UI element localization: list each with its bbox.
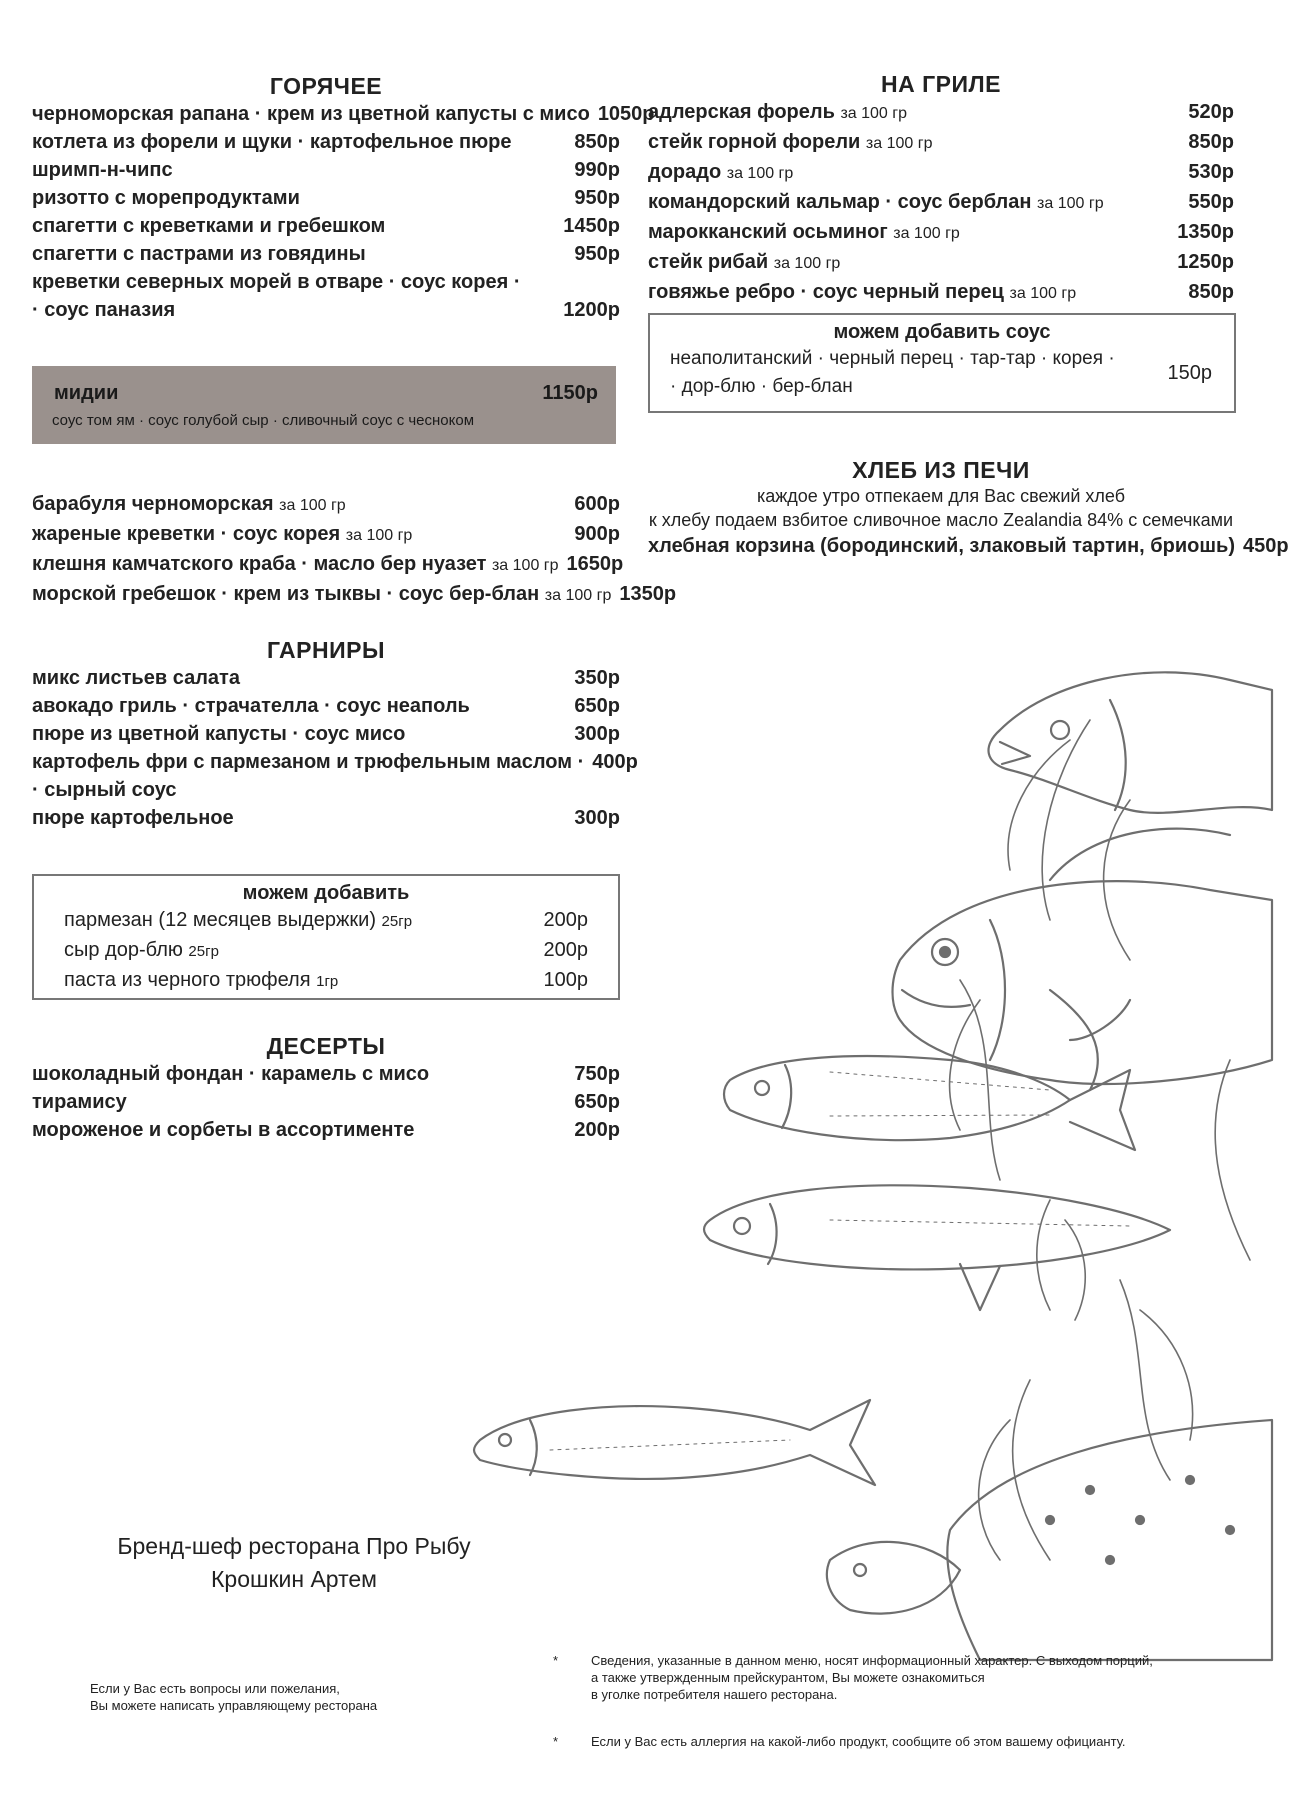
footer-contact-line2: Вы можете написать управляющему ресторана bbox=[90, 1698, 378, 1713]
addon-portion: 25гр bbox=[381, 913, 413, 930]
menu-item bbox=[32, 550, 624, 580]
menu-item-price: 1350р bbox=[619, 583, 677, 605]
menu-item bbox=[32, 212, 620, 240]
menu-item-price: 1350р bbox=[1177, 221, 1234, 243]
menu-item bbox=[32, 100, 655, 128]
hot-title: ГОРЯЧЕЕ bbox=[269, 73, 383, 99]
menu-item bbox=[648, 248, 1234, 278]
addon-label bbox=[64, 936, 219, 966]
sauce-box-title: можем добавить соус bbox=[833, 321, 1051, 343]
mussels-price: 1150р bbox=[542, 382, 598, 404]
menu-item-label bbox=[648, 218, 1169, 248]
menu-item-price: 650р bbox=[574, 695, 620, 717]
footer-note1-line3: в уголке потребителя нашего ресторана. bbox=[591, 1687, 838, 1702]
menu-item-portion: за 100 гр bbox=[893, 225, 960, 242]
seafood-list bbox=[32, 490, 677, 610]
addon-label bbox=[64, 966, 338, 996]
menu-item-portion: за 100 гр bbox=[1009, 285, 1077, 302]
chef-line1: Бренд-шеф ресторана Про Рыбу bbox=[117, 1533, 471, 1559]
addon-price: 100р bbox=[543, 969, 588, 991]
menu-item-name: стейк рибай bbox=[648, 251, 769, 273]
mussels-highlight bbox=[32, 366, 616, 444]
menu-item-portion: за 100 гр bbox=[773, 255, 841, 272]
bread-desc-line1: каждое утро отпекаем для Вас свежий хлеб bbox=[756, 486, 1126, 506]
menu-item bbox=[32, 184, 620, 212]
bread-section bbox=[648, 456, 1289, 560]
menu-item-label bbox=[648, 98, 1180, 128]
menu-item-price: 200р bbox=[574, 1119, 620, 1141]
footer-contact bbox=[90, 1680, 377, 1714]
menu-item-price: 1050р bbox=[597, 103, 655, 125]
footer-contact-line1: Если у Вас есть вопросы или пожелания, bbox=[90, 1681, 340, 1696]
sauce-box bbox=[648, 313, 1236, 413]
menu-item-portion: за 100 гр bbox=[491, 557, 559, 574]
menu-item-name: барабуля черноморская bbox=[32, 493, 274, 515]
menu-item bbox=[32, 520, 620, 550]
menu-item-name: черноморская рапана · крем из цветной капусты с мисо bbox=[32, 103, 590, 125]
menu-item-name: адлерская форель bbox=[648, 101, 835, 123]
menu-item-name: командорский кальмар · соус берблан bbox=[648, 191, 1032, 213]
sides-title: ГАРНИРЫ bbox=[266, 637, 386, 663]
menu-item-label bbox=[32, 520, 566, 550]
menu-item-name: дорадо bbox=[648, 161, 722, 183]
menu-item-label bbox=[648, 188, 1180, 218]
menu-item-name: марокканский осьминог bbox=[648, 221, 888, 243]
menu-item-price: 600р bbox=[574, 493, 620, 515]
bread-desc-line2: к хлебу подаем взбитое сливочное масло Zealandia 84% с семечками bbox=[648, 510, 1234, 530]
sauce-list-line1: неаполитанский · черный перец · тар-тар · корея · bbox=[670, 348, 1115, 369]
footnote-star: * bbox=[553, 1653, 559, 1668]
menu-item-price: 350р bbox=[574, 667, 620, 689]
menu-item-portion: за 100 гр bbox=[726, 165, 794, 182]
menu-item bbox=[32, 156, 620, 184]
menu-item-price: 650р bbox=[574, 1091, 620, 1113]
menu-item bbox=[32, 128, 620, 156]
menu-item bbox=[648, 188, 1234, 218]
footer-notes bbox=[553, 1652, 1193, 1750]
menu-item-price: 750р bbox=[574, 1063, 620, 1085]
menu-item-label bbox=[32, 550, 559, 580]
menu-item-name: картофель фри с пармезаном и трюфельным маслом · bbox=[32, 751, 585, 773]
menu-item-price: 300р bbox=[574, 723, 620, 745]
menu-item-label bbox=[32, 580, 611, 610]
menu-item bbox=[32, 296, 620, 324]
menu-item-name: спагетти с пастрами из говядины bbox=[32, 243, 366, 265]
menu-item-price: 990р bbox=[574, 159, 620, 181]
hot-list bbox=[32, 100, 655, 324]
menu-item-name: авокадо гриль · страчателла · соус неаполь bbox=[32, 695, 470, 717]
seafood-section bbox=[32, 490, 677, 610]
menu-item-price: 1650р bbox=[566, 553, 624, 575]
desserts-title: ДЕСЕРТЫ bbox=[266, 1033, 386, 1059]
menu-item bbox=[32, 240, 620, 268]
menu-item-label bbox=[32, 490, 566, 520]
menu-item bbox=[648, 218, 1234, 248]
mussels-sauces: соус том ям · соус голубой сыр · сливочный соус с чесноком bbox=[52, 412, 475, 429]
menu-item-name: жареные креветки · соус корея bbox=[32, 523, 341, 545]
menu-item-price: 950р bbox=[574, 243, 620, 265]
menu-item-price: 1450р bbox=[563, 215, 620, 237]
addon-name: паста из черного трюфеля bbox=[64, 969, 311, 991]
bread-basket-item bbox=[648, 532, 1289, 560]
menu-item-label bbox=[648, 158, 1180, 188]
menu-item-name: микс листьев салата bbox=[32, 667, 240, 689]
menu-item-label bbox=[648, 278, 1180, 308]
grill-list bbox=[648, 98, 1234, 308]
sauce-list-line2: · дор-блю · бер-блан bbox=[670, 376, 853, 397]
menu-item-name: говяжье ребро · соус черный перец bbox=[648, 281, 1004, 303]
menu-item-price: 530р bbox=[1188, 161, 1234, 183]
menu-item-name: клешня камчатского краба · масло бер нуазет bbox=[32, 553, 487, 575]
addon-name: сыр дор-блю bbox=[64, 939, 183, 961]
addon-name: пармезан (12 месяцев выдержки) bbox=[64, 909, 376, 931]
menu-item-price: 850р bbox=[1188, 131, 1234, 153]
footer-note1-line1: Сведения, указанные в данном меню, носят информационный характер. С выходом порций, bbox=[591, 1653, 1153, 1668]
menu-item-price: 900р bbox=[574, 523, 620, 545]
menu-item-name: мороженое и сорбеты в ассортименте bbox=[32, 1119, 415, 1141]
menu-item-label bbox=[648, 248, 1169, 278]
menu-item-name: ризотто с морепродуктами bbox=[32, 187, 300, 209]
fish-sketch-icon bbox=[530, 660, 1272, 1660]
menu-item-price: 850р bbox=[574, 131, 620, 153]
chef-signature bbox=[32, 1530, 556, 1596]
menu-item-name: пюре из цветной капусты · соус мисо bbox=[32, 723, 406, 745]
grill-title: НА ГРИЛЕ bbox=[881, 71, 1001, 97]
footer-note-1 bbox=[553, 1652, 1193, 1703]
bread-basket-price: 450р bbox=[1242, 535, 1289, 557]
menu-item bbox=[32, 268, 620, 296]
menu-item bbox=[648, 128, 1234, 158]
menu-item bbox=[32, 490, 620, 520]
menu-item bbox=[648, 278, 1234, 308]
menu-item-name: пюре картофельное bbox=[32, 807, 234, 829]
menu-item-price: 520р bbox=[1188, 101, 1234, 123]
addon-price: 200р bbox=[543, 939, 588, 961]
menu-item-label bbox=[648, 128, 1180, 158]
menu-item-price: 950р bbox=[574, 187, 620, 209]
menu-item-name: шоколадный фондан · карамель с мисо bbox=[32, 1063, 430, 1085]
menu-item-name: тирамису bbox=[32, 1091, 127, 1113]
sauce-price: 150р bbox=[1167, 361, 1212, 384]
menu-item-portion: за 100 гр bbox=[865, 135, 933, 152]
addon-price: 200р bbox=[543, 909, 588, 931]
chef-line2: Крошкин Артем bbox=[211, 1566, 377, 1592]
hot-section bbox=[32, 72, 655, 324]
footer-note1-line2: а также утвержденным прейскурантом, Вы можете ознакомиться bbox=[591, 1670, 985, 1685]
menu-item-price: 1200р bbox=[563, 299, 620, 321]
menu-item-name: креветки северных морей в отваре · соус корея · bbox=[32, 271, 521, 293]
menu-item-portion: за 100 гр bbox=[1037, 195, 1104, 212]
addon-label bbox=[64, 906, 412, 936]
footnote-star: * bbox=[553, 1734, 559, 1749]
menu-item-portion: за 100 гр bbox=[279, 497, 346, 514]
menu-item bbox=[648, 158, 1234, 188]
footer-note2-text: Если у Вас есть аллергия на какой-либо продукт, сообщите об этом вашему официанту. bbox=[591, 1734, 1126, 1749]
menu-item-price: 850р bbox=[1188, 281, 1234, 303]
menu-item bbox=[32, 580, 677, 610]
menu-item-name: котлета из форели и щуки · картофельное пюре bbox=[32, 131, 512, 153]
menu-item-price: 300р bbox=[574, 807, 620, 829]
addons-title: можем добавить bbox=[242, 882, 410, 904]
menu-item-name: спагетти с креветками и гребешком bbox=[32, 215, 386, 237]
menu-item-price: 1250р bbox=[1177, 251, 1234, 273]
menu-item-price: 550р bbox=[1188, 191, 1234, 213]
bread-title: ХЛЕБ ИЗ ПЕЧИ bbox=[852, 457, 1030, 483]
menu-item-portion: за 100 гр bbox=[544, 587, 612, 604]
menu-item bbox=[648, 98, 1234, 128]
mussels-name: мидии bbox=[54, 382, 119, 404]
grill-section bbox=[648, 70, 1234, 308]
menu-item-name: морской гребешок · крем из тыквы · соус бер-блан bbox=[32, 583, 540, 605]
addon-portion: 25гр bbox=[188, 943, 219, 960]
addon-portion: 1гр bbox=[316, 973, 339, 990]
menu-item-name: шримп-н-чипс bbox=[32, 159, 173, 181]
bread-basket-name: хлебная корзина (бородинский, злаковый тартин, бриошь) bbox=[648, 535, 1235, 557]
menu-item-portion: за 100 гр bbox=[345, 527, 413, 544]
menu-item-name: · соус паназия bbox=[32, 299, 176, 321]
menu-item-name: стейк горной форели bbox=[648, 131, 861, 153]
menu-item-price: 400р bbox=[592, 751, 638, 773]
menu-item-portion: за 100 гр bbox=[840, 105, 907, 122]
menu-item-name: · сырный соус bbox=[32, 779, 177, 801]
footer-note-2 bbox=[553, 1733, 1193, 1750]
